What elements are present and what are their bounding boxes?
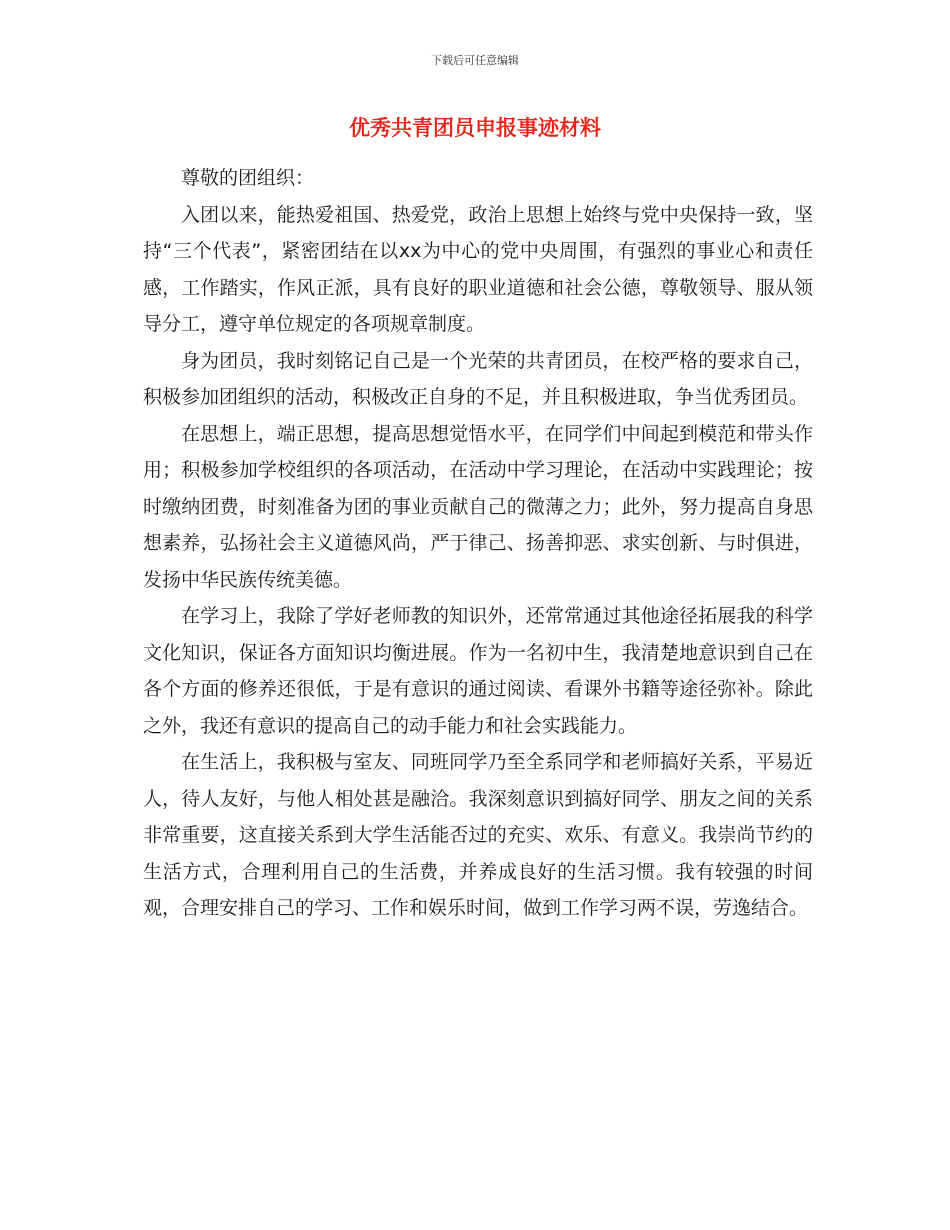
- paragraph-2: 身为团员，我时刻铭记自己是一个光荣的共青团员，在校严格的要求自己，积极参加团组织的活动，积极改正自身的不足，并且积极进取，争当优秀团员。: [143, 349, 813, 408]
- document-body: [143, 160, 813, 927]
- paragraph-3: 在思想上，端正思想，提高思想觉悟水平，在同学们中间起到模范和带头作用；积极参加学校组织的各项活动，在活动中学习理论，在活动中实践理论；按时缴纳团费，时刻准备为团的事业贡献自己的微薄之力；此外，努力提高自身思想素养，弘扬社会主义道德风尚，严于律己、扬善抑恶、求实创新、与时俱进，发扬中华民族传统美德。: [143, 422, 813, 591]
- salutation: 尊敬的团组织：: [181, 167, 315, 189]
- paragraph-5: 在生活上，我积极与室友、同班同学乃至全系同学和老师搞好关系，平易近人，待人友好，与他人相处甚是融洽。我深刻意识到搞好同学、朋友之间的关系非常重要，这直接关系到大学生活能否过的充实、欢乐、有意义。我崇尚节约的生活方式，合理利用自己的生活费，并养成良好的生活习惯。我有较强的时间观，合理安排自己的学习、工作和娱乐时间，做到工作学习两不误，劳逸结合。: [143, 751, 813, 919]
- header-note: 下载后可任意编辑: [431, 54, 519, 67]
- paragraph-1: 入团以来，能热爱祖国、热爱党，政治上思想上始终与党中央保持一致，坚持“三个代表”，紧密团结在以xx为中心的党中央周围，有强烈的事业心和责任感，工作踏实，作风正派，具有良好的职业道德和社会公德，尊敬领导、服从领导分工，遵守单位规定的各项规章制度。: [143, 203, 813, 335]
- document-title: 优秀共青团员申报事迹材料: [349, 116, 601, 140]
- paragraph-4: 在学习上，我除了学好老师教的知识外，还常常通过其他途径拓展我的科学文化知识，保证各方面知识均衡进展。作为一名初中生，我清楚地意识到自己在各个方面的修养还很低，于是有意识的通过阅读、看课外书籍等途径弥补。除此之外，我还有意识的提高自己的动手能力和社会实践能力。: [143, 605, 813, 737]
